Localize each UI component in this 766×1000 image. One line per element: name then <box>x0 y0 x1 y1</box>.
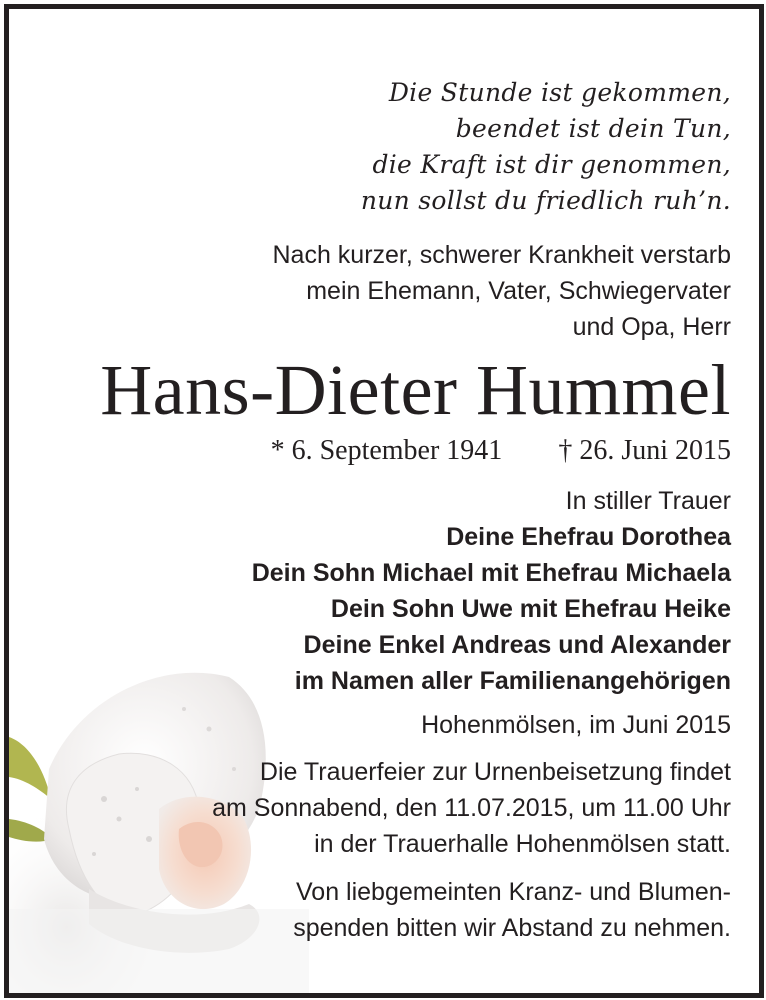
intro-line: Nach kurzer, schwerer Krankheit verstarb <box>272 241 731 269</box>
mourner-line: Dein Sohn Michael mit Ehefrau Michaela <box>251 559 731 587</box>
mourner-line: Dein Sohn Uwe mit Ehefrau Heike <box>330 595 731 623</box>
ceremony-line: Die Trauerfeier zur Urnenbeisetzung findet <box>259 758 731 786</box>
flowers-line: spenden bitten wir Abstand zu nehmen. <box>293 914 731 942</box>
intro-line: und Opa, Herr <box>572 313 731 341</box>
mourner-line: Deine Ehefrau Dorothea <box>446 523 731 551</box>
mourners-list <box>252 483 731 699</box>
obituary-notice <box>4 4 764 998</box>
life-dates <box>271 433 731 469</box>
birth-date: * 6. September 1941 <box>270 435 503 466</box>
poem <box>361 75 731 219</box>
mourner-line: im Namen aller Familienangehörigen <box>294 667 731 695</box>
ceremony-line: in der Trauerhalle Hohenmölsen statt. <box>314 830 731 858</box>
mourner-line: Deine Enkel Andreas und Alexander <box>303 631 731 659</box>
place-date: Hohenmölsen, im Juni 2015 <box>421 711 731 739</box>
poem-line: die Kraft ist dir genommen, <box>372 150 731 179</box>
ceremony-line: am Sonnabend, den 11.07.2015, um 11.00 Uhr <box>212 794 731 822</box>
intro-line: mein Ehemann, Vater, Schwiegervater <box>306 277 731 305</box>
ceremony-info <box>212 754 731 862</box>
poem-line: nun sollst du friedlich ruh’n. <box>360 186 731 215</box>
poem-line: beendet ist dein Tun, <box>455 114 731 143</box>
flowers-note <box>293 874 731 946</box>
deceased-name: Hans-Dieter Hummel <box>100 350 731 430</box>
mourning-intro: In stiller Trauer <box>565 487 731 515</box>
poem-line: Die Stunde ist gekommen, <box>388 78 731 107</box>
intro-text <box>272 237 731 345</box>
death-date: † 26. Juni 2015 <box>558 435 731 466</box>
flowers-line: Von liebgemeinten Kranz- und Blumen- <box>296 878 731 906</box>
